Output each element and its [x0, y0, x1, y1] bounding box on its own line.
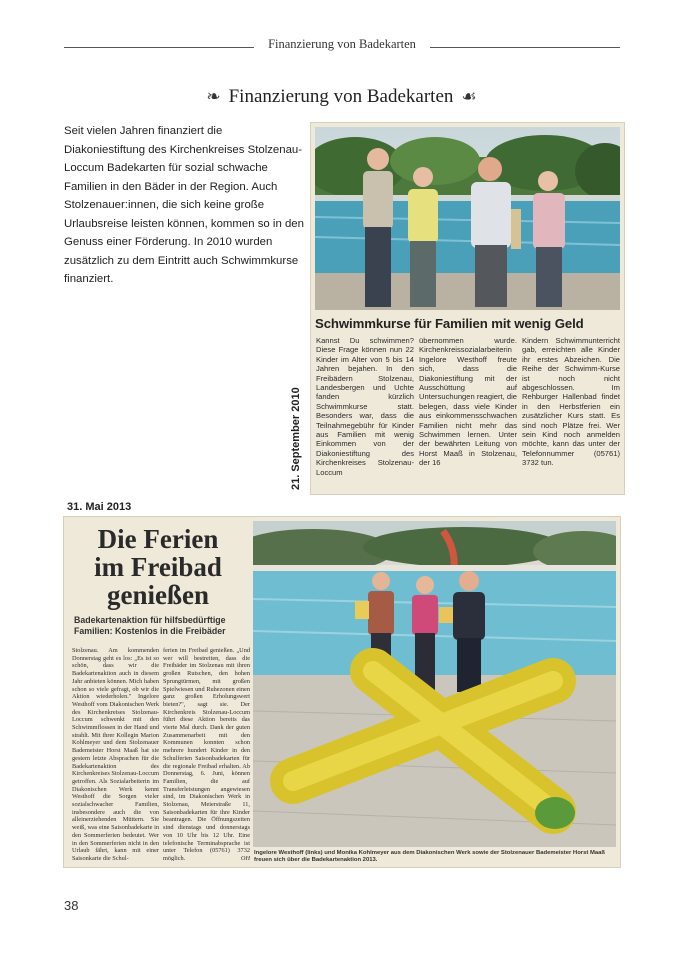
running-header: [64, 34, 620, 54]
clipping-2013-subhead: Badekartenaktion für hilfsbedürftige Familien: Kostenlos in die Freibäder: [74, 615, 226, 636]
clipping-2013-column-2: [163, 647, 250, 861]
page-title: [0, 86, 683, 108]
clipping-2010-headline: Schwimmkurse für Familien mit wenig Geld: [315, 316, 584, 331]
headline-line-3: genießen: [106, 580, 209, 610]
clipping-2013-columns: [72, 647, 250, 861]
photo-freibad: [253, 521, 616, 847]
page-number: 38: [64, 898, 79, 913]
clipping-2010-column-3: Kindern Schwimmunterricht gab, erreichten alle Kinder ihr erstes Abzeichen. Die Reihe der Schwimm-Kurse ist noch nicht abgeschlossen. Im Rehburger Hallenbad findet in den Herbstferien ein zusätzlicher Kurs statt. Es sind noch Plätze frei. Wer sein Kind noch anmelden möchte, kann das unter der Telefonnummer (05761) 3732 tun.: [522, 336, 620, 468]
clipping-2013-caption: Ingelore Westhoff (links) und Monika Kohlmeyer aus dem Diakonischen Werk sowie der Stolzenauer Bademeister Horst Maaß freuen sich über die Badekartenaktion 2013.: [254, 850, 606, 863]
ornament-right-icon: ☙: [461, 87, 477, 106]
clipping-2013-headline: [70, 525, 246, 609]
page-title-text: Finanzierung von Badekarten: [228, 86, 454, 107]
clipping-2013-column-2-text: ferien im Freibad genießen. „Und wer will bestreiten, dass die Freibäder im Stolzenau mit ihren großen Rutschen, den hohen Sprungtürmen, mit großen Spielwiesen und Ruhezonen einen ganz großen Erholungswert bieten?", sagt sie. Der Kirchenkreis Stolzenau-Loccum führt diese Aktion bereits das vierte Mal durch. Dank der guten Zusammenarbeit mit den Kommunen konnten schon mehrere hundert Kinder in den Schulferien Saisonbadekarten für die regionale Freibad erhalten. Ab Donnerstag, 6. Juni, können Familien, die auf Transferleistungen angewiesen sind, im Diakonischen Werk in Stolzenau, Meierstraße 11, Saisonbadekarten für ihre Kinder beantragen. Die Öffnungszeiten sind dienstags und donnerstags von 10 Uhr bis 12 Uhr. Eine telefonische Terminabsprache ist unter Telefon (05761) 3732 möglich.: [163, 647, 250, 861]
clipping-2013-signature: OH: [240, 854, 250, 861]
headline-line-1: Die Ferien: [97, 524, 219, 554]
headline-line-2: im Freibad: [94, 552, 222, 582]
ornament-left-icon: ❧: [206, 87, 221, 106]
newspaper-clipping-2013: [64, 517, 620, 867]
clipping-2010-columns: [316, 336, 620, 488]
clipping-2013-date: 31. Mai 2013: [67, 501, 132, 513]
clipping-2013-column-1: Stolzenau. Am kommenden Donnerstag geht es los: „Es ist so schön, dass wir die Badekartenaktion auch in diesem Jahr anbieten können. Mich haben schon so viele gefragt, ob wir die Aktion wiederholen." Ingelore Westhoff vom Diakonischen Werk des Kirchenkreises Stolzenau-Loccum schwenkt mit den Schwimmflossen in der Hand und strahlt. Mit ihrer Kollegin Marion Kohlmeyer und dem Stolzenauer Bademeister Horst Maaß hat sie gestern letzte Absprachen für die Badekartenaktion des Kirchenkreises Stolzenau-Loccum getroffen. Als Sozialarbeiterin im Diakonischen Werk kennt Westhoff die Sorgen vieler sozialschwacher Familien, insbesondere auch die von alleinerziehenden Müttern. Sie weiß, was eine Saisonbadekarte in den Sommerferien bedeutet. Wer in den Sommerferien nicht in den Urlaub fährt, kann mit einer Saisonkarte die Schul-: [72, 647, 159, 861]
intro-paragraph: Seit vielen Jahren finanziert die Diakoniestiftung des Kirchenkreises Stolzenau-Loccum Badekarten für sozial schwache Familien in den Bäder in der Region. Auch Stolzenauer:innen, die sich keine große Urlaubsreise leisten können, kommen so in den Genuss einer Förderung. In 2010 wurden zusätzlich zu dem Eintritt auch Schwimmkurse finanziert.: [64, 125, 304, 285]
newspaper-clipping-2010: [311, 123, 624, 494]
clipping-2010-column-1: Kannst Du schwimmen? Diese Frage können nun 22 Kinder im Alter von 5 bis 14 Jahren bejahen. In den Freibädern Stolzenau, Landesbergen und Uchte fanden kürzlich Schwimmkurse statt. Besonders war, dass die Teilnahmegebühr für Kinder aus Familien mit wenig Einkommen von der Diakoniestiftung des Kirchenkreises Stolzenau-Loccum: [316, 336, 414, 477]
clipping-2010-column-2: übernommen wurde. Kirchenkreissozialarbeiterin Ingelore Westhoff freute sich, dass die Diakoniestiftung mit der Ausschüttung auf Untersuchungen reagiert, die belegen, dass viele Kinder aus einkommensschwachen Familien nicht mehr das Schwimmen lernen. Unter der bewährten Leitung von Horst Maaß in Stolzenau, der 16: [419, 336, 517, 468]
clipping-2010-date: 21. September 2010: [290, 387, 302, 490]
header-rule-right: [430, 47, 620, 48]
running-header-title: Finanzierung von Badekarten: [268, 37, 416, 51]
photo-group-pool: [315, 127, 620, 310]
